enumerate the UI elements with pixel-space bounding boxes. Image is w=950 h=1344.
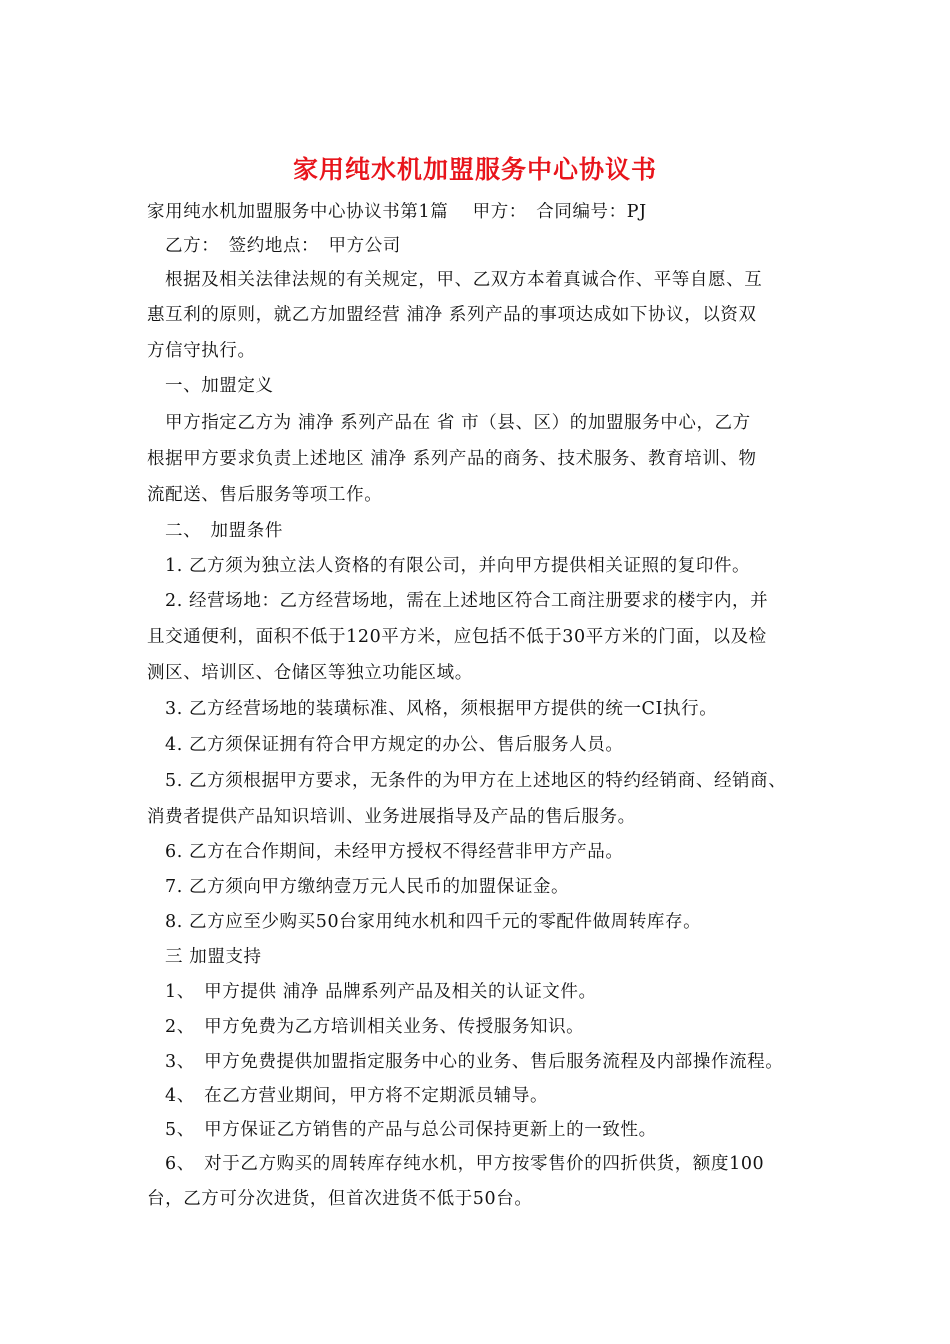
paragraph-line: 方信守执行。 bbox=[147, 341, 256, 361]
list-item: 8. 乙方应至少购买50台家用纯水机和四千元的零配件做周转库存。 bbox=[165, 912, 702, 932]
intro-line: 家用纯水机加盟服务中心协议书第1篇 甲方： 合同编号：PJ bbox=[147, 202, 647, 222]
party-line: 乙方： 签约地点： 甲方公司 bbox=[165, 236, 401, 256]
list-item-continuation: 台，乙方可分次进货，但首次进货不低于50台。 bbox=[147, 1189, 533, 1209]
section-heading: 三 加盟支持 bbox=[165, 947, 262, 967]
list-item: 3. 乙方经营场地的装璜标准、风格，须根据甲方提供的统一CI执行。 bbox=[165, 699, 718, 719]
list-item: 1. 乙方须为独立法人资格的有限公司，并向甲方提供相关证照的复印件。 bbox=[165, 556, 751, 576]
paragraph-line: 根据及相关法律法规的有关规定，甲、乙双方本着真诚合作、平等自愿、互 bbox=[165, 270, 763, 290]
list-item: 5. 乙方须根据甲方要求，无条件的为甲方在上述地区的特约经销商、经销商、 bbox=[165, 771, 787, 791]
list-item: 6. 乙方在合作期间，未经甲方授权不得经营非甲方产品。 bbox=[165, 842, 624, 862]
list-item-continuation: 消费者提供产品知识培训、业务进展指导及产品的售后服务。 bbox=[147, 807, 636, 827]
section-heading: 一、加盟定义 bbox=[165, 376, 274, 396]
paragraph-line: 甲方指定乙方为 浦净 系列产品在 省 市（县、区）的加盟服务中心，乙方 bbox=[165, 413, 751, 433]
list-item: 7. 乙方须向甲方缴纳壹万元人民币的加盟保证金。 bbox=[165, 877, 570, 897]
list-item: 1、 甲方提供 浦净 品牌系列产品及相关的认证文件。 bbox=[165, 982, 597, 1002]
document-title: 家用纯水机加盟服务中心协议书 bbox=[292, 155, 657, 184]
section-heading: 二、 加盟条件 bbox=[165, 521, 283, 541]
list-item: 5、 甲方保证乙方销售的产品与总公司保持更新上的一致性。 bbox=[165, 1120, 657, 1140]
list-item: 4. 乙方须保证拥有符合甲方规定的办公、售后服务人员。 bbox=[165, 735, 624, 755]
list-item: 3、 甲方免费提供加盟指定服务中心的业务、售后服务流程及内部操作流程。 bbox=[165, 1052, 784, 1072]
paragraph-line: 惠互利的原则，就乙方加盟经营 浦净 系列产品的事项达成如下协议，以资双 bbox=[147, 305, 757, 325]
list-item-continuation: 且交通便利，面积不低于120平方米，应包括不低于30平方米的门面，以及检 bbox=[147, 627, 767, 647]
list-item: 2、 甲方免费为乙方培训相关业务、传授服务知识。 bbox=[165, 1017, 585, 1037]
list-item: 2. 经营场地：乙方经营场地，需在上述地区符合工商注册要求的楼宇内，并 bbox=[165, 591, 769, 611]
list-item-continuation: 测区、培训区、仓储区等独立功能区域。 bbox=[147, 663, 473, 683]
paragraph-line: 根据甲方要求负责上述地区 浦净 系列产品的商务、技术服务、教育培训、物 bbox=[147, 449, 757, 469]
list-item: 6、 对于乙方购买的周转库存纯水机，甲方按零售价的四折供货，额度100 bbox=[165, 1154, 765, 1174]
list-item: 4、 在乙方营业期间，甲方将不定期派员辅导。 bbox=[165, 1086, 549, 1106]
paragraph-line: 流配送、售后服务等项工作。 bbox=[147, 485, 383, 505]
